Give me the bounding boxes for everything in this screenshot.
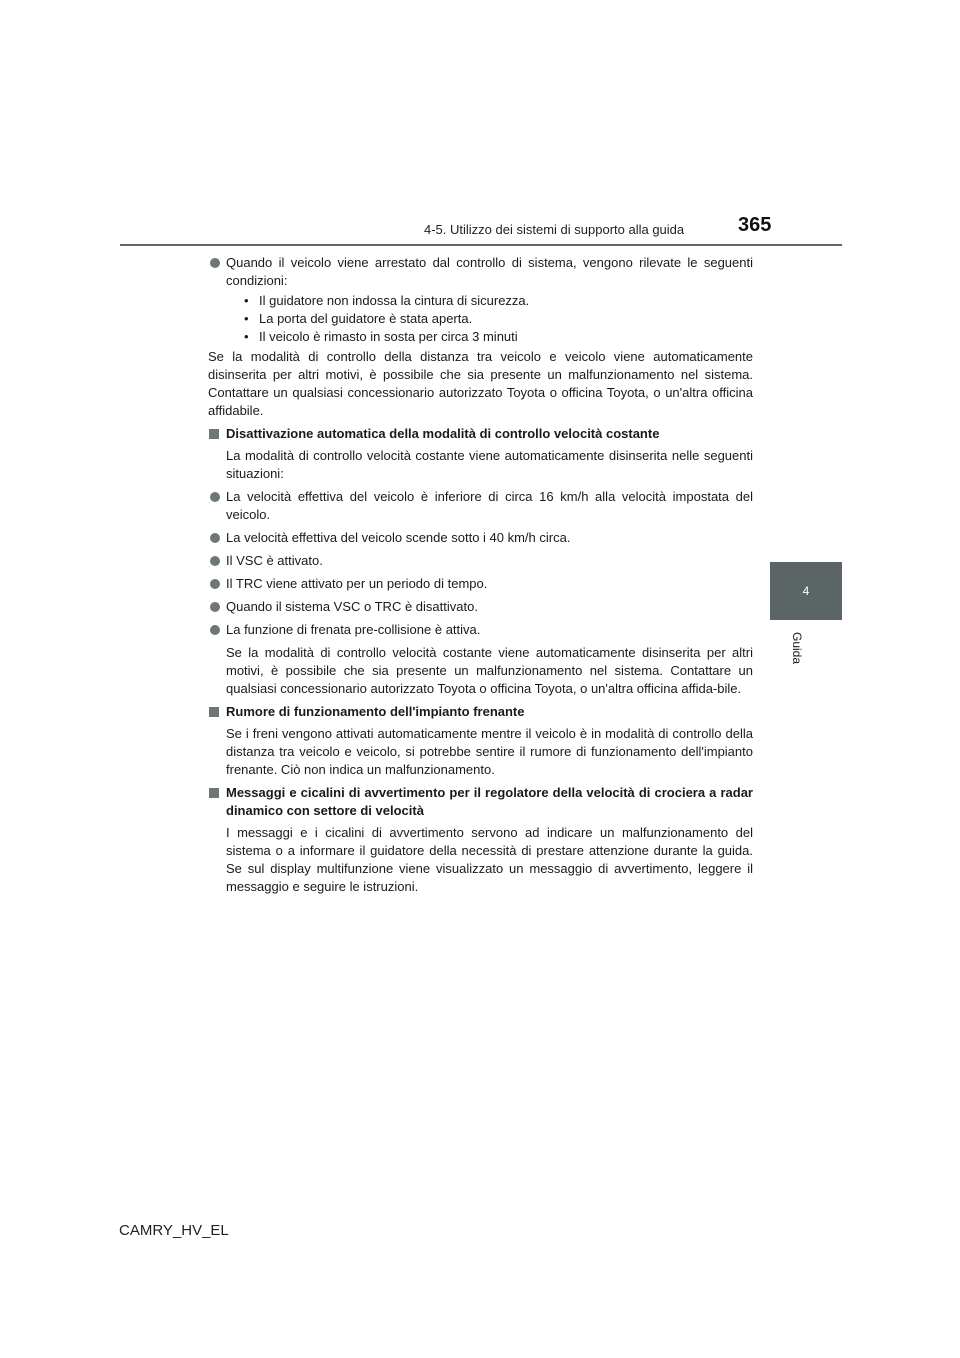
list-item-text: Il TRC viene attivato per un periodo di tempo.	[226, 576, 488, 591]
section-heading-text: Rumore di funzionamento dell'impianto frenante	[226, 704, 525, 719]
list-item	[208, 488, 753, 524]
bullet-icon	[210, 492, 220, 502]
list-item-text: Quando il sistema VSC o TRC è disattivato.	[226, 599, 478, 614]
square-bullet-icon	[209, 707, 219, 717]
square-bullet-icon	[209, 788, 219, 798]
chapter-tab	[770, 562, 842, 620]
list-item-text: Il VSC è attivato.	[226, 553, 323, 568]
sub-bullet-icon: •	[244, 329, 249, 344]
section-body: Se i freni vengono attivati automaticamente mentre il veicolo è in modalità di controllo della distanza tra veicolo e veicolo, si potrebbe sentire il rumore di funzionamento dell'impianto frenante. Ciò non indica un malfunzionamento.	[226, 726, 753, 777]
section-heading	[208, 784, 753, 820]
list-item	[208, 575, 753, 593]
sub-bullet-icon: •	[244, 293, 249, 308]
list-item	[208, 529, 753, 547]
bullet-icon	[210, 625, 220, 635]
sub-bullet-icon: •	[244, 311, 249, 326]
sub-list-item	[244, 310, 753, 328]
chapter-label-text: Guida	[790, 632, 804, 665]
sub-list-item-text: La porta del guidatore è stata aperta.	[259, 311, 473, 326]
section-heading-text: Messaggi e cicalini di avvertimento per il regolatore della velocità di crociera a radar dinamico con settore di velocità	[226, 785, 753, 818]
page-content	[208, 254, 753, 901]
sub-list	[244, 292, 753, 346]
section-note: Se la modalità di controllo velocità costante viene automaticamente disinserita per altri motivi, è possibile che sia presente un malfunzionamento nel sistema. Contattare un qualsiasi concessionario autorizzato Toyota o officina Toyota, o un'altra officina affida-bile.	[226, 645, 753, 696]
chapter-label	[790, 632, 830, 668]
chapter-number: 4	[802, 584, 810, 598]
list-item-text: La velocità effettiva del veicolo è inferiore di circa 16 km/h alla velocità impostata del veicolo.	[226, 489, 753, 522]
sub-list-item	[244, 328, 753, 346]
section-heading-text: Disattivazione automatica della modalità di controllo velocità costante	[226, 426, 660, 441]
bullet-icon	[210, 602, 220, 612]
sub-list-item-text: Il guidatore non indossa la cintura di sicurezza.	[259, 293, 530, 308]
bullet-icon	[210, 533, 220, 543]
intro-note: Se la modalità di controllo della distanza tra veicolo e veicolo viene automaticamente disinserita per altri motivi, è possibile che sia presente un malfunzionamento nel sistema. Contattare un qualsiasi concessionario autorizzato Toyota o officina Toyota, o un'altra officina affidabile.	[208, 349, 753, 418]
sub-list-item	[244, 292, 753, 310]
list-item	[208, 621, 753, 639]
list-item	[208, 598, 753, 616]
model-code: CAMRY_HV_EL	[119, 1222, 229, 1239]
bullet-icon	[210, 556, 220, 566]
header-divider	[120, 244, 842, 246]
page-number: 365	[738, 214, 772, 236]
sub-list-item-text: Il veicolo è rimasto in sosta per circa 3 minuti	[259, 329, 518, 344]
bullet-icon	[210, 579, 220, 589]
list-item-text: La velocità effettiva del veicolo scende sotto i 40 km/h circa.	[226, 530, 571, 545]
list-item	[208, 254, 753, 346]
list-item-text: Quando il veicolo viene arrestato dal controllo di sistema, vengono rilevate le seguenti condizioni:	[226, 255, 753, 288]
bullet-icon	[210, 258, 220, 268]
list-item	[208, 552, 753, 570]
square-bullet-icon	[209, 429, 219, 439]
section-lead: La modalità di controllo velocità costante viene automaticamente disinserita nelle seguenti situazioni:	[226, 448, 753, 481]
section-heading	[208, 703, 753, 721]
section-heading	[208, 425, 753, 443]
section-body: I messaggi e i cicalini di avvertimento servono ad indicare un malfunzionamento del sistema o a informare il guidatore della necessità di prestare attenzione durante la guida. Se sul display multifunzione viene visualizzato un messaggio di avvertimento, leggere il messaggio e seguire le istruzioni.	[226, 825, 753, 894]
section-title: 4-5. Utilizzo dei sistemi di supporto alla guida	[424, 222, 685, 237]
list-item-text: La funzione di frenata pre-collisione è attiva.	[226, 622, 481, 637]
